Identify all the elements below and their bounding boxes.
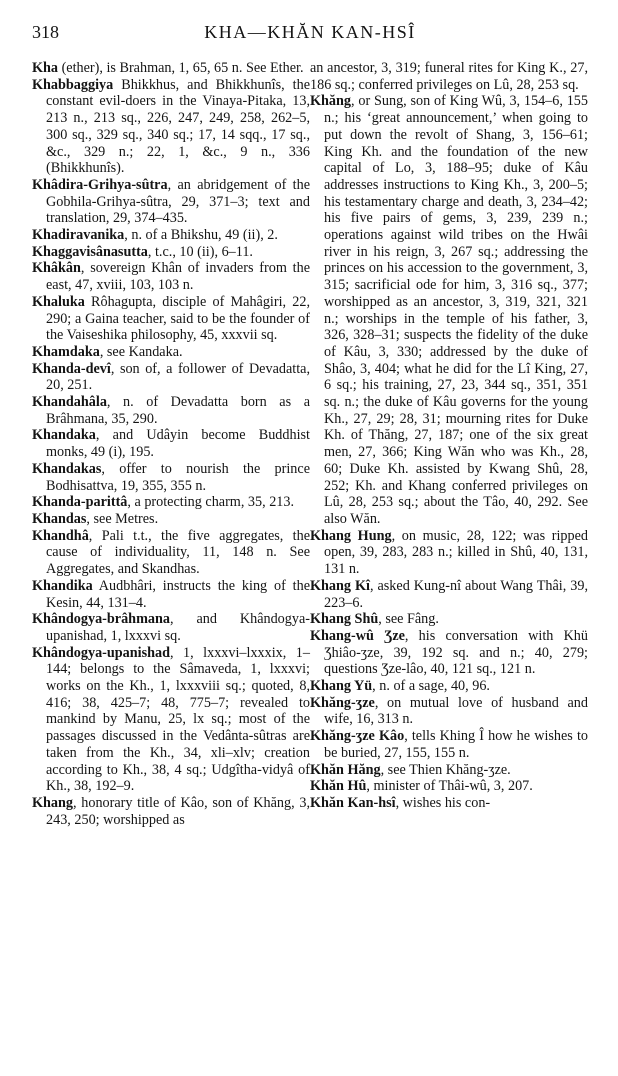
index-entry xyxy=(32,244,310,261)
index-entry-text: , offer to nourish the prince Bodhisattva, 19, 355, 355 n. xyxy=(46,460,310,494)
index-term: Khandas xyxy=(32,510,87,527)
index-term: Khandahâla xyxy=(32,394,107,411)
index-entry-text: , his conversation with Khü Ʒhiâo-ʒze, 39, 192 sq. and n.; 40, 279; questions Ʒze-lâo, 40, 121 sq., 121 n. xyxy=(324,627,588,678)
index-entry xyxy=(310,528,588,578)
index-entry-text: , an abridgement of the Gobhila-Grihya-sûtra, 29, 371–3; text and translation, 29, 374–435. xyxy=(46,176,310,227)
index-entry-text: , tells Khing Î how he wishes to be buried, 27, 155, 155 n. xyxy=(324,728,588,761)
index-term: Khăn Hû xyxy=(310,778,367,795)
index-entry xyxy=(310,795,588,812)
index-entry xyxy=(310,695,588,728)
index-entry-text: , and Khândogya-upanishad, 1, lxxxvi sq. xyxy=(46,611,310,644)
index-entry xyxy=(32,611,310,644)
index-term: Khaluka xyxy=(32,293,85,310)
index-entry-text: (ether), is Brahman, 1, 65, 65 n. See Ether. xyxy=(58,60,304,76)
index-entry-text: , see Metres. xyxy=(86,510,159,527)
index-entry xyxy=(32,394,310,427)
index-term: Kha xyxy=(32,60,59,76)
index-entry-text: , Pali t.t., the five aggregates, the cause of individuality, 11, 148 n. See Aggregates, and Skandhas. xyxy=(46,527,310,578)
index-entry-text: Audbhâri, instructs the king of the Kesin, 44, 131–4. xyxy=(46,577,310,611)
index-entry xyxy=(32,260,310,293)
index-term: Khăng xyxy=(310,93,352,110)
index-entry xyxy=(310,628,588,678)
index-term: Khang Shû xyxy=(310,611,379,628)
index-columns xyxy=(32,60,588,828)
index-term: Khăng-ʒze xyxy=(310,694,375,711)
index-term: Khandaka xyxy=(32,427,96,444)
index-entry-text: , honorary title of Kâo, son of Khăng, 3, 243, 250; worshipped as xyxy=(46,794,310,828)
index-entry xyxy=(32,645,310,795)
index-entry-text: , n. of Devadatta born as a Brâhmana, 35, 290. xyxy=(46,394,310,427)
index-term: Khaggavisânasutta xyxy=(32,243,148,260)
index-entry xyxy=(32,60,310,77)
index-entry-text: , or Sung, son of King Wû, 3, 154–6, 155 n.; his ‘great announcement,’ when going to put down the revolt of Shang, 3, 156–61; King Kh. and the foundation of the new capital of Lo, 3, 188–95; duke of Kâu addresses instructions to King Kh., 3, 200–5; his testamentary charge and death, 3, 234–42; his five pairs of gems, 3, 239, 239 n.; operations against wild tribes on the Hwâi river in his reign, 3, 267 sq.; addressing the princes on his accession to the government, 3, 315; sacrificial ode for him, 3, 316 sq., 377; worshipped as an ancestor, 3, 319, 321, 321 n.; worships in the temple of his father, 3, 326, 328–31; suspects the fidelity of the duke of Kâu, 3, 330; addressed by the duke of Shâo, 3, 404; what he did for the Lî King, 27, 6 sq.; his training, 27, 23, 344 sq., 351, 351 sq. n.; the duke of Kâu governs for the young Kh., 27, 29; 28, 31; mourning rites for Duke Kh. of Thăng, 27, 187; one of the six great men, 27, 366; King Wăn who was Kh., 28, 60; Duke Kh. assisted by Kwang Shû, 28, 252; Kh. and Khang conferred privileges on Lû, 28, 253 sq.; about the Tâo, 40, 292. See also Wăn. xyxy=(324,93,588,527)
index-term: Khandhâ xyxy=(32,527,89,544)
right-column xyxy=(310,60,588,828)
index-term: Khamdaka xyxy=(32,343,100,360)
index-entry-text: , on music, 28, 122; was ripped open, 39, 283, 283 n.; killed in Shû, 40, 131, 131 n. xyxy=(324,527,588,578)
index-term: Khandakas xyxy=(32,460,102,477)
index-term: Khandika xyxy=(32,577,93,594)
index-entry-text: , asked Kung-nî about Wang Thâi, 39, 223–6. xyxy=(324,577,588,611)
index-entry xyxy=(32,361,310,394)
index-term: Khadiravanika xyxy=(32,227,125,244)
index-term: Khăng-ʒze Kâo xyxy=(310,728,405,745)
index-entry xyxy=(310,728,588,761)
index-term: Khang Kî xyxy=(310,577,370,594)
index-entry xyxy=(310,778,588,795)
index-entry xyxy=(310,578,588,611)
index-entry xyxy=(310,93,588,527)
index-term: Khăn Kan-hsî xyxy=(310,794,396,811)
page-header xyxy=(32,22,588,50)
index-term: Khang Yü xyxy=(310,678,373,695)
index-entry xyxy=(32,227,310,244)
index-entry-text: Bhikkhus, and Bhikkhunîs, the constant evil-doers in the Vinaya-Pitaka, 13, 213 n., 213 sq., 226, 247, 249, 258, 262–5, 300 sq., 329 sq., 340 sq.; 17, 14 sqq., 17 sq., &c., 329 n.; 22, 1, &c., 9 n., 336 (Bhikkhunîs). xyxy=(46,76,310,177)
index-entry xyxy=(32,795,310,828)
index-entry-text: , see Fâng. xyxy=(378,611,439,628)
index-entry xyxy=(32,427,310,460)
index-entry-text: , see Kandaka. xyxy=(99,343,183,360)
index-entry-text: , and Udâyin become Buddhist monks, 49 (i), 195. xyxy=(46,427,310,461)
index-entry-text: , n. of a Bhikshu, 49 (ii), 2. xyxy=(124,227,278,244)
running-title: KHA—KHĂN KAN-HSÎ xyxy=(204,22,416,42)
index-entry xyxy=(32,177,310,227)
index-entry-text: , minister of Thâi-wû, 3, 207. xyxy=(366,778,533,795)
index-entry-text: , wishes his con- xyxy=(395,794,491,811)
index-term: Khâkân xyxy=(32,260,81,277)
index-entry-text: , a protecting charm, 35, 213. xyxy=(127,494,295,511)
index-entry-text: Rôhagupta, disciple of Mahâgiri, 22, 290; a Gaina teacher, said to be the founder of the Vaiseshika philosophy, 45, xxxvii sq. xyxy=(46,293,310,344)
index-term: Khang-wû Ʒze xyxy=(310,627,405,644)
index-entry xyxy=(310,611,588,628)
index-term: Khăn Hăng xyxy=(310,761,381,778)
index-entry xyxy=(32,294,310,344)
left-column xyxy=(32,60,310,828)
index-entry xyxy=(32,494,310,511)
index-term: Khândogya-brâhmana xyxy=(32,611,170,628)
index-entry xyxy=(32,511,310,528)
index-entry-text: , on mutual love of husband and wife, 16, 313 n. xyxy=(324,694,588,728)
index-entry-text: , t.c., 10 (ii), 6–11. xyxy=(147,243,253,260)
index-term: Khanda-parittâ xyxy=(32,494,128,511)
index-entry xyxy=(32,578,310,611)
index-entry-text: , n. of a sage, 40, 96. xyxy=(372,678,490,695)
index-term: Khang xyxy=(32,794,74,811)
index-entry xyxy=(32,528,310,578)
index-entry xyxy=(310,60,588,93)
index-entry-text: , 1, lxxxvi–lxxxix, 1–144; belongs to the Sâmaveda, 1, lxxxvi; works on the Kh., 1, lxxxviii sq.; quoted, 8, 416; 38, 425–7; 48, 775–7; revealed to mankind by Manu, 25, lx sq.; most of the passages discussed in the Vedânta-sûtras are taken from the Kh., 34, xli–xlv; creation according to Kh., 38, 4 sq.; Udgîtha-vidyâ of Kh., 38, 192–9. xyxy=(46,644,310,795)
index-entry-text: , sovereign Khân of invaders from the east, 47, xviii, 103, 103 n. xyxy=(46,260,310,294)
index-entry-text: , see Thien Khăng-ʒze. xyxy=(380,761,511,778)
index-term: Khabbaggiya xyxy=(32,76,114,93)
index-entry xyxy=(32,344,310,361)
index-entry xyxy=(310,678,588,695)
index-entry xyxy=(32,77,310,177)
index-entry xyxy=(310,762,588,779)
index-term: Khândogya-upanishad xyxy=(32,644,171,661)
index-term: Khâdira-Grihya-sûtra xyxy=(32,176,168,193)
page-number: 318 xyxy=(32,22,59,42)
index-term: Khanda-devî xyxy=(32,360,111,377)
index-entry xyxy=(32,461,310,494)
index-term: Khang Hung xyxy=(310,527,392,544)
index-entry-text: an ancestor, 3, 319; funeral rites for King K., 27, 186 sq.; conferred privileges on Lû, 28, 253 sq. xyxy=(310,60,588,93)
index-entry-text: , son of, a follower of Devadatta, 20, 251. xyxy=(46,360,310,394)
